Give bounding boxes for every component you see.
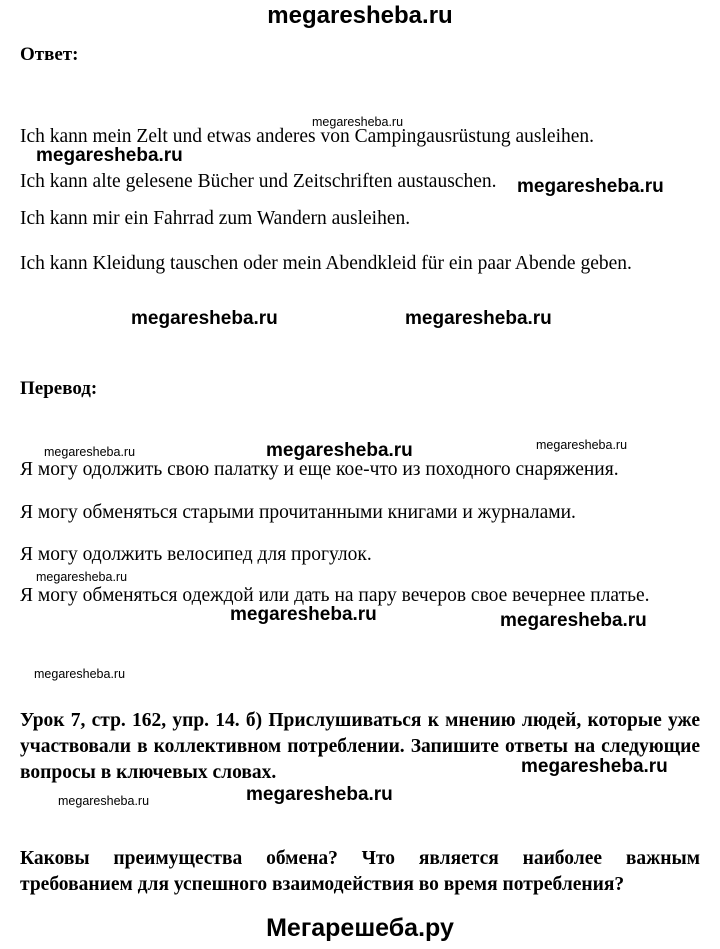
translation-line-1: Я могу одолжить свою палатку и еще кое-что из походного снаряжения.	[20, 459, 619, 480]
translation-line-3: Я могу одолжить велосипед для прогулок.	[20, 544, 372, 565]
watermark: megaresheba.ru	[517, 176, 664, 197]
task-paragraph: Урок 7, стр. 162, упр. 14. б) Прислушиваться к мнению людей, которые уже участвовали в коллективном потреблении. Запишите ответы на следующие вопросы в ключевых словах.	[20, 710, 700, 783]
translation-line-4: Я могу обменяться одеждой или дать на пару вечеров свое вечернее платье.	[20, 585, 650, 606]
watermark: megaresheba.ru	[131, 308, 278, 329]
watermark: megaresheba.ru	[44, 445, 136, 459]
translation-heading: Перевод:	[20, 378, 98, 399]
answer-line-1: Ich kann mein Zelt und etwas anderes von Campingausrüstung ausleihen.	[20, 126, 595, 147]
watermark: megaresheba.ru	[312, 115, 404, 129]
watermark: megaresheba.ru	[246, 784, 393, 805]
watermark: megaresheba.ru	[405, 308, 552, 329]
translation-line-2: Я могу обменяться старыми прочитанными книгами и журналами.	[20, 502, 576, 523]
watermark: megaresheba.ru	[34, 667, 126, 681]
answer-line-2: Ich kann alte gelesene Bücher und Zeitschriften austauschen.	[20, 171, 497, 192]
watermark: megaresheba.ru	[521, 756, 668, 777]
watermark: megaresheba.ru	[58, 794, 150, 808]
watermark: megaresheba.ru	[36, 145, 183, 166]
answer-heading: Ответ:	[20, 44, 79, 65]
question-paragraph: Каковы преимущества обмена? Что является наиболее важным требованием для успешного взаимодействия во время потребления?	[20, 848, 700, 895]
answer-line-3: Ich kann mir ein Fahrrad zum Wandern ausleihen.	[20, 208, 411, 229]
site-footer[interactable]: Мегарешеба.ру	[266, 914, 454, 942]
watermark: megaresheba.ru	[36, 570, 128, 584]
watermark: megaresheba.ru	[536, 438, 628, 452]
site-header[interactable]: megaresheba.ru	[267, 2, 453, 29]
watermark: megaresheba.ru	[266, 440, 413, 461]
watermark: megaresheba.ru	[230, 604, 377, 625]
watermark: megaresheba.ru	[500, 610, 647, 631]
answer-line-4: Ich kann Kleidung tauschen oder mein Abendkleid für ein paar Abende geben.	[20, 253, 632, 274]
